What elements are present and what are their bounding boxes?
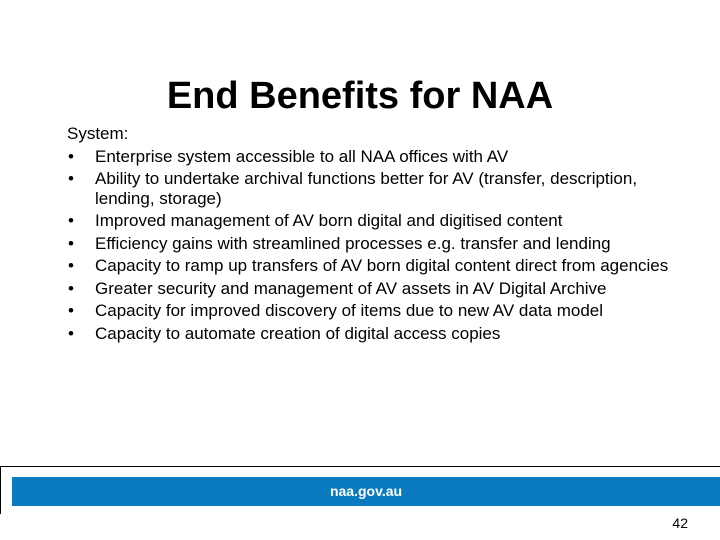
list-item: [67, 234, 687, 254]
footer-divider: [0, 466, 720, 467]
footer-left-rule: [0, 466, 1, 514]
bullet-text: Ability to undertake archival functions better for AV (transfer, description, lending, storage): [95, 169, 638, 208]
page-number: 42: [672, 515, 688, 531]
slide-title: End Benefits for NAA: [166, 75, 554, 117]
list-item: [67, 301, 687, 321]
bullet-icon: •: [68, 233, 74, 253]
section-label: System:: [67, 124, 129, 143]
list-item: [67, 211, 687, 231]
bullet-text: Capacity for improved discovery of items due to new AV data model: [95, 301, 604, 320]
list-item: [67, 147, 687, 167]
bullet-text: Capacity to automate creation of digital access copies: [95, 323, 501, 343]
list-item: [67, 169, 687, 208]
bullet-text: Enterprise system accessible to all NAA offices with AV: [95, 146, 509, 166]
bullet-icon: •: [68, 301, 74, 320]
slide-body: [67, 124, 687, 346]
list-item: [67, 324, 687, 344]
bullet-text: Capacity to ramp up transfers of AV born digital content direct from agencies: [95, 256, 669, 275]
footer-url: naa.gov.au: [329, 483, 403, 499]
bullet-icon: •: [68, 146, 74, 166]
bullet-text: Improved management of AV born digital and digitised content: [95, 211, 563, 230]
bullet-icon: •: [68, 256, 74, 275]
bullet-icon: •: [68, 323, 74, 343]
benefits-list: [67, 147, 687, 344]
bullet-text: Greater security and management of AV assets in AV Digital Archive: [95, 278, 607, 298]
footer: [0, 466, 720, 514]
list-item: [67, 279, 687, 299]
footer-bar: [12, 477, 720, 506]
bullet-icon: •: [68, 278, 74, 298]
list-item: [67, 256, 687, 276]
bullet-icon: •: [68, 169, 74, 188]
bullet-icon: •: [68, 211, 74, 230]
bullet-text: Efficiency gains with streamlined processes e.g. transfer and lending: [95, 233, 611, 253]
